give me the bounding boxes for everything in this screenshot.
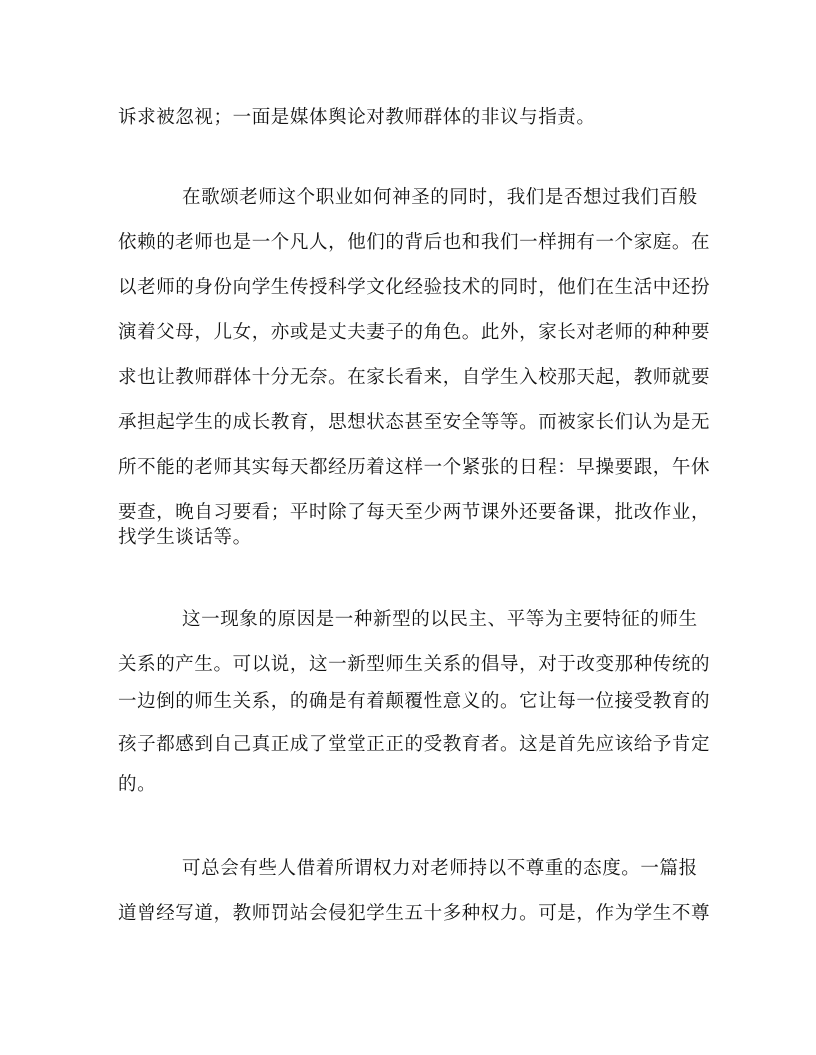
paragraph-line: 演着父母，儿女，亦或是丈夫妻子的角色。此外，家长对老师的种种要 xyxy=(118,322,711,343)
paragraph-line: 承担起学生的成长教育，思想状态甚至安全等等。而被家长们认为是无 xyxy=(118,412,711,433)
paragraph-line: 可总会有些人借着所谓权力对老师持以不尊重的态度。一篇报 xyxy=(182,858,698,879)
paragraph-line: 所不能的老师其实每天都经历着这样一个紧张的日程：早操要跟，午休 xyxy=(118,457,711,478)
paragraph-line: 以老师的身份向学生传授科学文化经验技术的同时，他们在生活中还扮 xyxy=(118,277,711,298)
paragraph-line: 求也让教师群体十分无奈。在家长看来，自学生入校那天起，教师就要 xyxy=(118,367,711,388)
paragraph-line: 诉求被忽视；一面是媒体舆论对教师群体的非议与指责。 xyxy=(118,107,596,128)
paragraph-line: 依赖的老师也是一个凡人，他们的背后也和我们一样拥有一个家庭。在 xyxy=(118,232,711,253)
paragraph-line: 要查，晚自习要看；平时除了每天至少两节课外还要备课，批改作业， xyxy=(118,502,711,523)
paragraph-line: 道曾经写道，教师罚站会侵犯学生五十多种权力。可是，作为学生不尊 xyxy=(118,903,711,924)
paragraph-line: 一边倒的师生关系，的确是有着颠覆性意义的。它让每一位接受教育的 xyxy=(118,691,711,712)
paragraph-line: 这一现象的原因是一种新型的以民主、平等为主要特征的师生 xyxy=(182,609,698,630)
paragraph-line: 孩子都感到自己真正成了堂堂正正的受教育者。这是首先应该给予肯定 xyxy=(118,734,711,755)
paragraph-line: 的。 xyxy=(118,774,157,795)
paragraph-line: 找学生谈话等。 xyxy=(118,527,252,548)
paragraph-line: 在歌颂老师这个职业如何神圣的同时，我们是否想过我们百般 xyxy=(182,187,698,208)
paragraph-line: 关系的产生。可以说，这一新型师生关系的倡导，对于改变那种传统的 xyxy=(118,654,711,675)
